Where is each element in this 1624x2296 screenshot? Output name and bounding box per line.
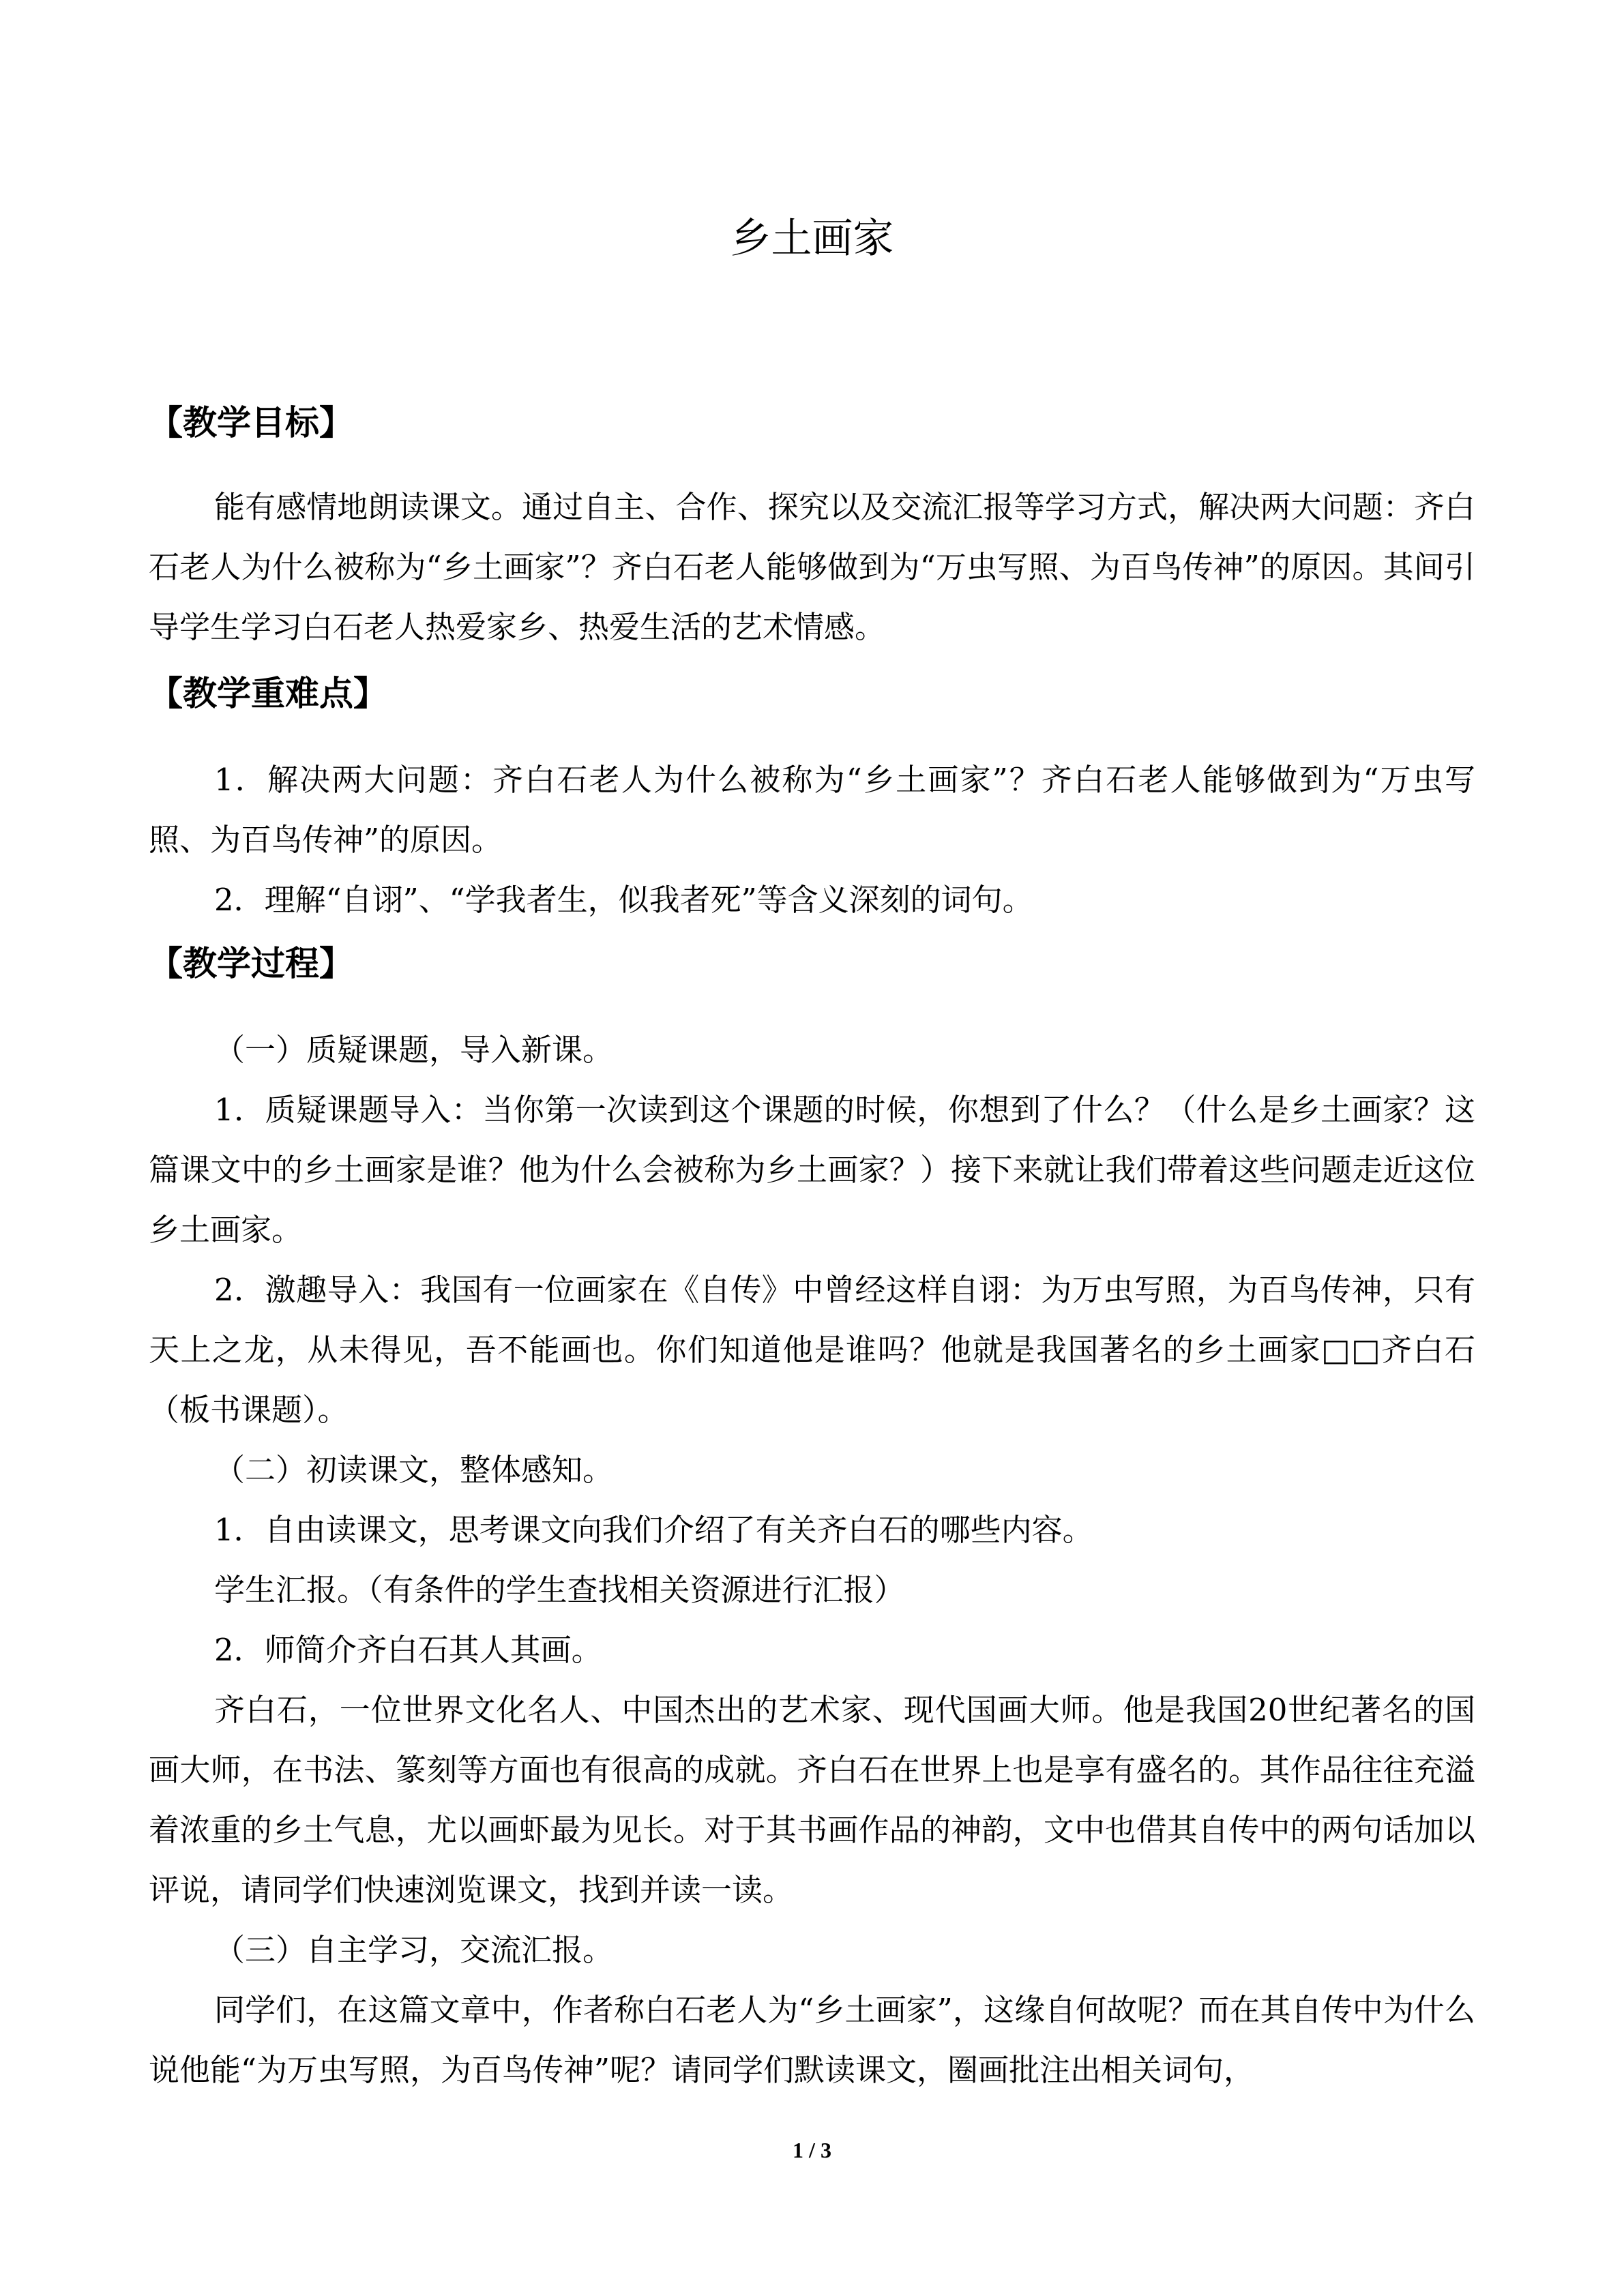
paragraph-process-7: 2．师简介齐白石其人其画。 — [214, 1632, 602, 1668]
paragraph-objectives: 能有感情地朗读课文。通过自主、合作、探究以及交流汇报等学习方式，解决两大问题：齐白石老人为什么被称为“乡土画家”？齐白石老人能够做到为“万虫写照、为百鸟传神”的原因。其间引导学生学习白石老人热爱家乡、热爱生活的艺术情感。 — [149, 489, 1475, 645]
paragraph-process-8: 齐白石，一位世界文化名人、中国杰出的艺术家、现代国画大师。他是我国20世纪著名的国画大师，在书法、篆刻等方面也有很高的成就。齐白石在世界上也是享有盛名的。其作品往往充溢着浓重的乡土气息，尤以画虾最为见长。对于其书画作品的神韵，文中也借其自传中的两句话加以评说，请同学们快速浏览课文，找到并读一读。 — [149, 1692, 1475, 1908]
section-heading-key-points: 【教学重难点】 — [149, 674, 387, 713]
section-heading-objectives: 【教学目标】 — [149, 403, 353, 443]
page-number: 1 / 3 — [793, 2138, 831, 2162]
paragraph-process-10: 同学们，在这篇文章中，作者称白石老人为“乡土画家”，这缘自何故呢？而在其自传中为什么说他能“为万虫写照，为百鸟传神”呢？请同学们默读课文，圈画批注出相关词句， — [149, 1992, 1475, 2088]
paragraph-process-1: （一）质疑课题，导入新课。 — [214, 1032, 614, 1068]
paragraph-process-3: 2．激趣导入：我国有一位画家在《自传》中曾经这样自诩：为万虫写照，为百鸟传神，只有天上之龙，从未得见，吾不能画也。你们知道他是谁吗？他就是我国著名的乡土画家□□齐白石（板书课题）。 — [149, 1272, 1475, 1428]
paragraph-process-4: （二）初读课文，整体感知。 — [214, 1452, 614, 1488]
paragraph-process-9: （三）自主学习，交流汇报。 — [214, 1932, 614, 1968]
paragraph-key-point-1: 1．解决两大问题：齐白石老人为什么被称为“乡土画家”？齐白石老人能够做到为“万虫写照、为百鸟传神”的原因。 — [149, 762, 1475, 858]
paragraph-process-2: 1．质疑课题导入：当你第一次读到这个课题的时候，你想到了什么？（什么是乡土画家？这篇课文中的乡土画家是谁？他为什么会被称为乡土画家？）接下来就让我们带着这些问题走近这位乡土画家。 — [149, 1092, 1475, 1248]
paragraph-process-5: 1．自由读课文，思考课文向我们介绍了有关齐白石的哪些内容。 — [214, 1512, 1093, 1548]
paragraph-process-6: 学生汇报。（有条件的学生查找相关资源进行汇报） — [214, 1572, 905, 1608]
section-heading-process: 【教学过程】 — [149, 944, 353, 983]
page-title: 乡土画家 — [730, 215, 894, 263]
paragraph-key-point-2: 2．理解“自诩”、“学我者生，似我者死”等含义深刻的词句。 — [214, 882, 1033, 918]
